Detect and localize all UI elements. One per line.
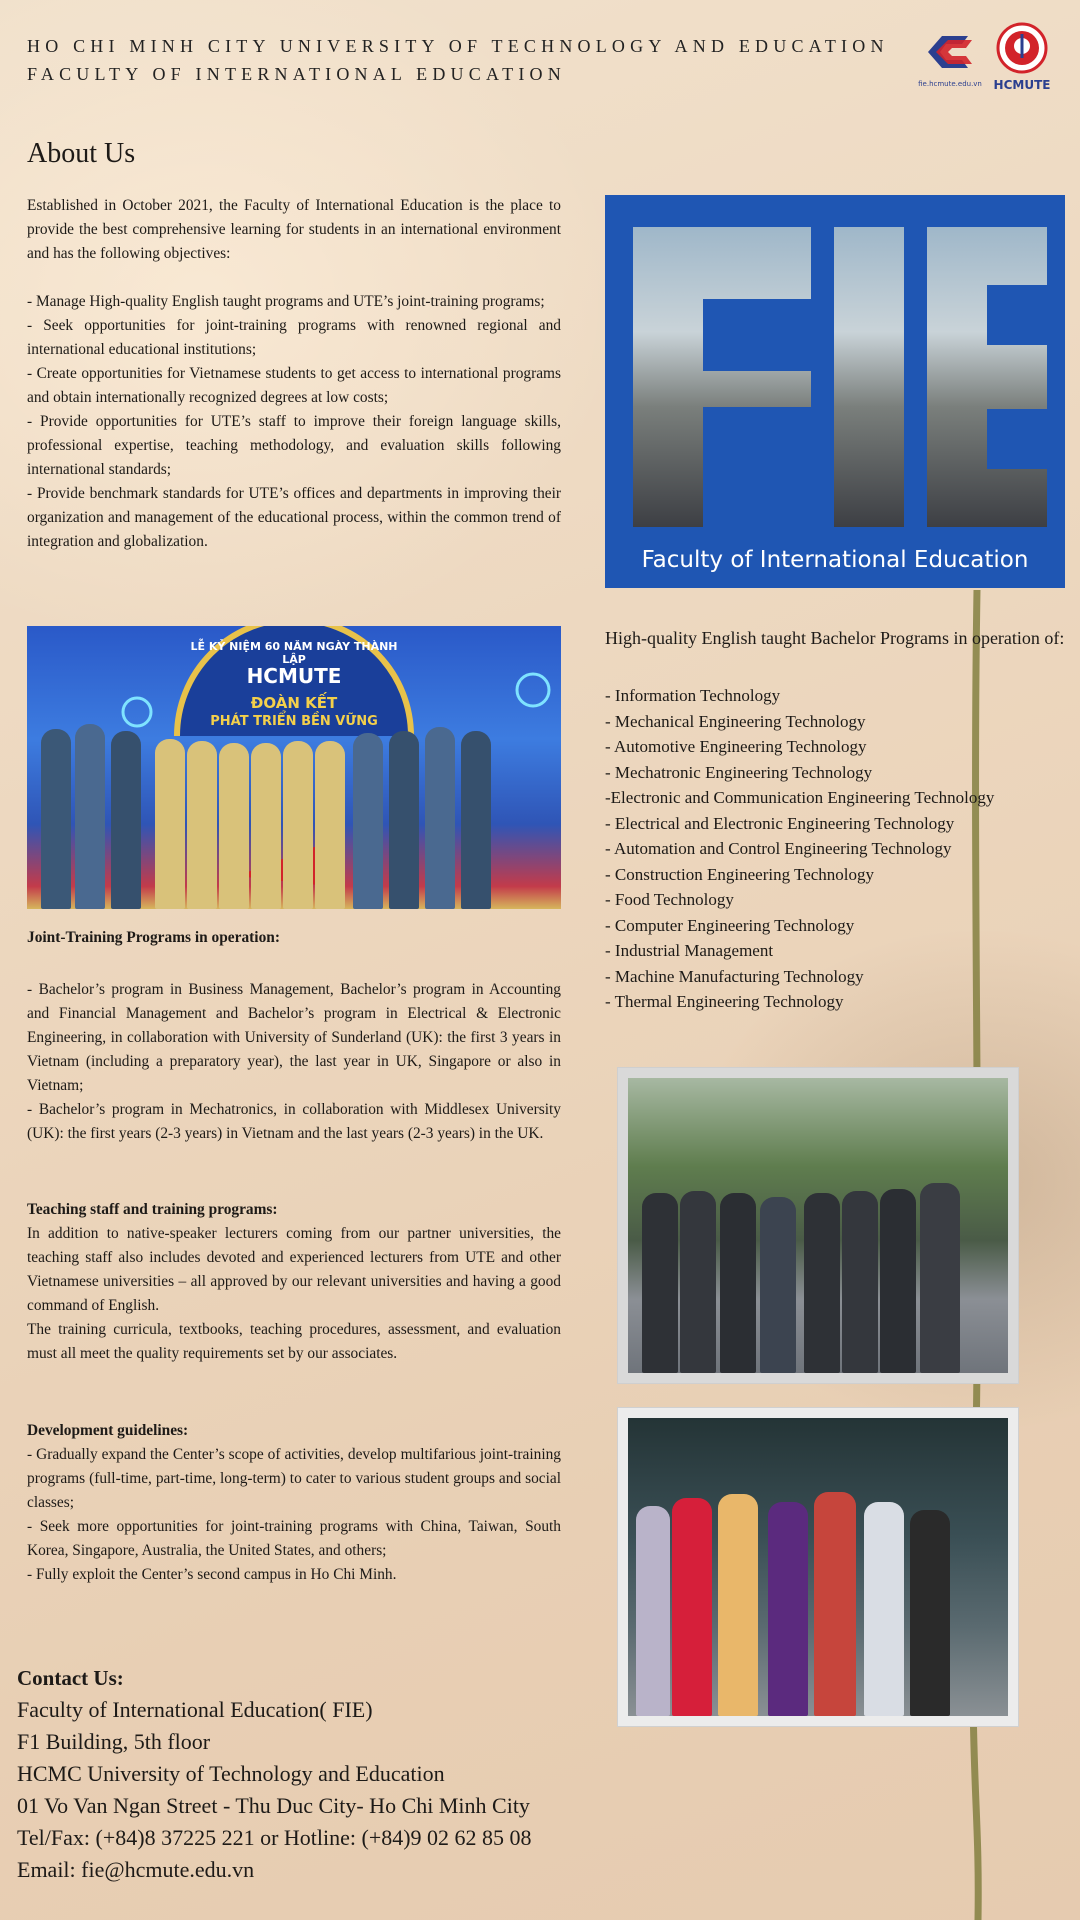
program-item: - Electrical and Electronic Engineering Technology: [605, 813, 955, 833]
anniversary-arch-text: LỄ KỶ NIỆM 60 NĂM NGÀY THÀNH LẬP: [190, 640, 398, 666]
anniversary-brand: HCMUTE: [246, 664, 342, 688]
program-item: - Food Technology: [605, 890, 734, 909]
banner-letter-e: [927, 227, 1047, 527]
staff-group-photo-anniversary: [27, 626, 561, 909]
female-staff-photo: [618, 1408, 1018, 1726]
joint-training-item: - Bachelor’s program in Business Management, Bachelor’s program in Accounting and Financial Management and Bachelor’s program in Electrical & Electronic Engineering, in collaboration with University of Sunderland (UK): the first 3 years in Vietnam (including a preparatory year), the last year in UK, Singapore or also in Vietnam;: [27, 981, 561, 1094]
program-item: - Thermal Engineering Technology: [605, 992, 844, 1011]
contact-title: Contact Us:: [17, 1666, 124, 1690]
fie-banner: [605, 195, 1065, 588]
program-item: - Construction Engineering Technology: [605, 864, 875, 884]
teaching-staff-paragraph: The training curricula, textbooks, teaching procedures, assessment, and evaluation must all meet the quality requirements set by our associates.: [27, 1321, 561, 1362]
program-item: - Computer Engineering Technology: [605, 915, 855, 935]
development-item: - Gradually expand the Center’s scope of activities, develop multifarious joint-training programs (full-time, part-time, long-term) to cater to various student groups and social classes;: [27, 1446, 561, 1511]
contact-line: 01 Vo Van Ngan Street - Thu Duc City- Ho Chi Minh City: [17, 1793, 530, 1818]
contact-email: Email: fie@hcmute.edu.vn: [17, 1857, 255, 1882]
program-item: - Machine Manufacturing Technology: [605, 966, 864, 986]
contact-line: Tel/Fax: (+84)8 37225 221 or Hotline: (+84)9 02 62 85 08: [17, 1825, 532, 1850]
development-section: [27, 1419, 561, 1587]
banner-letter-i: [834, 227, 904, 527]
objective-item: - Seek opportunities for joint-training programs with renowned regional and international educational institutions;: [27, 317, 561, 358]
about-intro: Established in October 2021, the Faculty of International Education is the place to provide the best comprehensive learning for students in an international environment and has the following objectives:: [27, 197, 561, 262]
program-list: [605, 683, 1065, 1015]
fie-logo-caption: fie.hcmute.edu.vn: [918, 80, 982, 88]
objective-item: - Create opportunities for Vietnamese students to get access to international programs and obtain internationally recognized degrees at low costs;: [27, 365, 561, 406]
banner-caption: Faculty of International Education: [641, 547, 1029, 573]
contact-line: F1 Building, 5th floor: [17, 1729, 211, 1754]
hcmute-seal-icon: [990, 22, 1054, 74]
objective-item: - Provide benchmark standards for UTE’s offices and departments in improving their organization and management of the educational process, within the common trend of integration and globalization.: [27, 485, 561, 550]
program-item: - Automotive Engineering Technology: [605, 737, 867, 756]
development-item: - Fully exploit the Center’s second campus in Ho Chi Minh.: [27, 1566, 397, 1583]
objective-item: - Manage High-quality English taught programs and UTE’s joint-training programs;: [27, 293, 545, 310]
hcmute-logo-caption: HCMUTE: [993, 78, 1051, 92]
male-staff-photo: [618, 1068, 1018, 1383]
anniversary-slogan-2: PHÁT TRIỂN BỀN VỮNG: [210, 714, 378, 729]
teaching-staff-title: Teaching staff and training programs:: [27, 1201, 278, 1218]
about-section: [27, 194, 561, 554]
joint-training-title: Joint-Training Programs in operation:: [27, 929, 280, 946]
about-title: About Us: [27, 138, 136, 169]
contact-line: Faculty of International Education( FIE): [17, 1697, 373, 1722]
faculty-name: FACULTY OF INTERNATIONAL EDUCATION: [27, 64, 566, 84]
high-quality-title: High-quality English taught Bachelor Programs in operation of:: [605, 628, 1065, 648]
high-quality-programs-section: [605, 623, 1065, 1015]
objective-item: - Provide opportunities for UTE’s staff to improve their foreign language skills, professional expertise, teaching methodology, and evaluation skills following international standards;: [27, 413, 561, 478]
program-item: - Mechatronic Engineering Technology: [605, 762, 873, 782]
teaching-staff-section: [27, 1198, 561, 1366]
anniversary-slogan-1: ĐOÀN KẾT: [250, 694, 338, 712]
fie-logo: [918, 28, 982, 90]
page-header: [27, 32, 889, 88]
program-item: - Information Technology: [605, 686, 781, 705]
fie-logo-icon: [918, 28, 982, 76]
program-item: - Industrial Management: [605, 941, 774, 960]
teaching-staff-paragraph: In addition to native-speaker lecturers coming from our partner universities, the teaching staff also includes devoted and experienced lecturers from UTE and other Vietnamese universities – all approved by our relevant universities and having a good command of English.: [27, 1225, 561, 1314]
program-item: - Mechanical Engineering Technology: [605, 711, 866, 731]
development-title: Development guidelines:: [27, 1422, 189, 1439]
hcmute-logo: [990, 22, 1054, 94]
banner-letter-f: [633, 227, 811, 527]
contact-section: [17, 1662, 532, 1886]
program-item: -Electronic and Communication Engineering Technology: [605, 788, 995, 807]
program-item: - Automation and Control Engineering Technology: [605, 839, 952, 858]
development-item: - Seek more opportunities for joint-training programs with China, Taiwan, South Korea, Singapore, Australia, the United States, and others;: [27, 1518, 561, 1559]
contact-line: HCMC University of Technology and Education: [17, 1761, 445, 1786]
joint-training-item: - Bachelor’s program in Mechatronics, in collaboration with Middlesex University (UK): the first years (2-3 years) in Vietnam and the last years (2-3 years) in the UK.: [27, 1101, 561, 1142]
joint-training-section: [27, 926, 561, 1146]
university-name: HO CHI MINH CITY UNIVERSITY OF TECHNOLOGY AND EDUCATION: [27, 36, 889, 56]
